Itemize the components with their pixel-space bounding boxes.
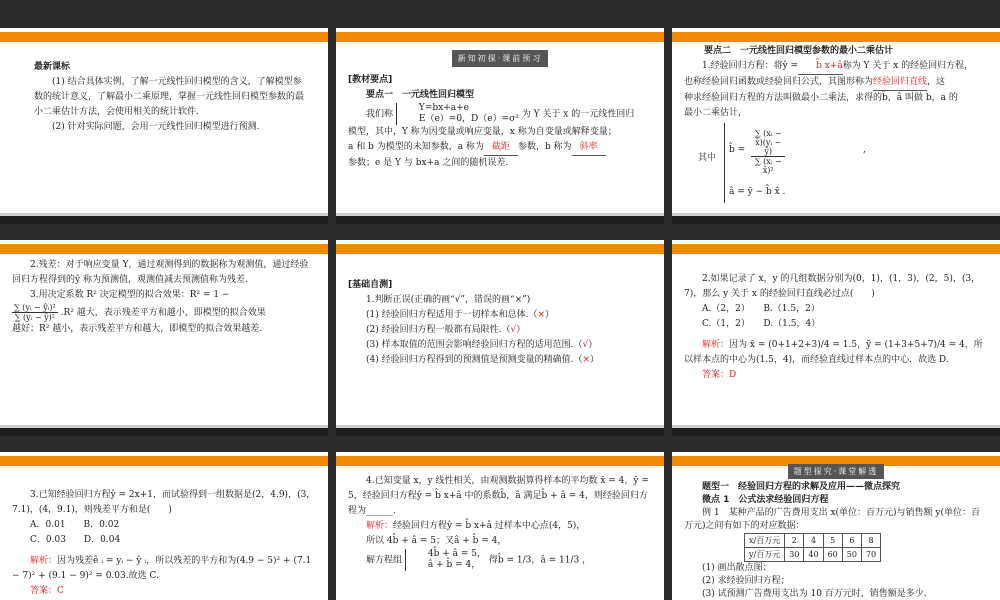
options: C.（1，2） D.（1.5，4） <box>702 319 821 329</box>
label: 答案： <box>702 370 730 380</box>
slide-key-point-one[interactable] <box>336 28 664 224</box>
text: 我们称 <box>366 109 394 120</box>
text: 参数，b 称为 <box>517 142 572 152</box>
label: 解析： <box>366 521 394 531</box>
top-bar <box>0 0 1000 24</box>
question: 1.判断正误(正确的画“√”，错误的画“×”) <box>366 295 531 305</box>
label: 答案： <box>30 586 58 596</box>
micro-title: 微点 1 公式法求经验回归方程 <box>702 495 829 505</box>
fraction: $\frac{\text{∑ (xᵢ − x̄)(yᵢ − ȳ)}}{\text{∑ (xᵢ − x̄)²}}$ <box>751 129 785 175</box>
options: C．0.03 D．0.04 <box>30 535 121 545</box>
paragraph: 3.用决定系数 R² 决定模型的拟合效果：R² = 1 − <box>30 290 230 300</box>
text: , <box>863 145 866 155</box>
orange-band <box>672 32 1000 42</box>
slide-title: 最新课标 <box>34 62 71 72</box>
slide-question-2[interactable] <box>672 240 1000 436</box>
formula-brace <box>724 123 866 203</box>
answer: C <box>57 586 64 596</box>
section-head: [教材要点] <box>348 75 393 85</box>
table-row: x/百万元 2 4 5 6 8 <box>745 534 881 548</box>
text: a 和 b 为模型的未知参数，a 称为 <box>348 142 484 152</box>
list-item: (3) 样本取值的范围会影响经验回归方程的适用范围.（√） <box>366 340 598 350</box>
answer: D <box>729 370 737 380</box>
orange-band <box>336 32 664 42</box>
slide-course-standard[interactable] <box>0 28 328 224</box>
orange-band <box>672 244 1000 254</box>
question: 4.已知变量 x，y 线性相关，由观测数据算得样本的平均数 x̄ = 4，ȳ = 5，经验回归方程ŷ = b̂ x+â 中的系数b̂，â 满足b̂ + â = 4，则经验回归方程为______. <box>348 476 649 516</box>
question: 2.如果记录了 x，y 的几组数据分别为(0，1)，(1，3)，(2，5)，(3，7)，那么 y 关于 x 的经验回归直线必过点( ) <box>684 274 981 299</box>
text: 参数；e 是 Y 与 bx+a 之间的随机误差. <box>348 158 509 168</box>
text: b̂ = <box>729 145 746 155</box>
list-item: (1) 画出散点图； <box>702 563 772 573</box>
point-title: 要点一 一元线性回归模型 <box>366 90 475 100</box>
answer-blank: b̂ x+â <box>798 59 843 75</box>
type-title: 题型一 经验回归方程的求解及应用——微点探究 <box>702 482 901 492</box>
paragraph: 2.残差：对于响应变量 Y，通过观测得到的数据称为观测值，通过经验回归方程得到的ŷ 称为预测值，观测值减去预测值称为残差. <box>12 260 309 285</box>
slide-example-1[interactable] <box>672 452 1000 600</box>
slide-residual[interactable] <box>0 240 328 436</box>
text: 经验回归方程ŷ = b̂ x+â 过样本中心点(4，5)， <box>393 521 586 531</box>
list-item: (2) 经验回归方程一般都有局限性.（√） <box>366 325 526 335</box>
options: A.（2，2） B.（1.5，2） <box>702 304 820 314</box>
list-item: (2) 求经验回归方程； <box>702 576 790 586</box>
text: 因为残差ê ᵢ = yᵢ − ŷ ᵢ，所以残差的平方和为(4.9 − 5)² + (7.1 − 7)² + (9.1 − 9)² = 0.03.故选 C. <box>12 556 312 581</box>
text: .R² 越大，表示残差平方和越小，即模型的拟合效果 <box>60 308 266 318</box>
text: 种求经验回归方程的方法叫做最小二乘法，求得的b̂，â 叫做 b，a 的 <box>684 93 958 103</box>
answer-blank: 截距 <box>484 140 518 156</box>
text: ，这 <box>927 77 946 87</box>
slide-key-point-two[interactable] <box>672 28 1000 224</box>
slide-question-3[interactable] <box>0 452 328 600</box>
text: 称为 Y 关于 x 的经验回归方程， <box>842 61 974 71</box>
section-head: [基础自测] <box>348 280 393 290</box>
text: 因为 x̄ = (0+1+2+3)/4 = 1.5，ȳ = (1+3+5+7)/4 = 4，所 <box>729 340 983 350</box>
answer-blank: 斜率 <box>572 140 606 156</box>
question: 3.已知经验回归方程ŷ = 2x+1，而试验得到一组数据是(2，4.9)，(3，7.1)，(4，9.1)，则残差平方和是( ) <box>12 490 316 515</box>
label: 解析： <box>30 556 58 566</box>
text: 其中 <box>698 153 717 163</box>
text: 为 Y 关于 x 的一元线性回归 <box>521 109 635 120</box>
list-item: (3) 试预测广告费用支出为 10 百万元时，销售额是多少. <box>702 589 927 599</box>
text: 也称经验回归函数或经验回归公式，其图形称为 <box>684 77 874 87</box>
example: 例 1 某种产品的广告费用支出 x(单位：百万元)与销售额 y(单位：百万元)之间有如下的对应数据： <box>684 508 981 531</box>
slide-self-test[interactable] <box>336 240 664 436</box>
label: 解析： <box>702 340 730 350</box>
slide-question-4[interactable] <box>336 452 664 600</box>
equation-system: 4b̂ + â = 5， â + b̂ = 4， <box>405 549 486 571</box>
text: 最小二乘估计， <box>684 108 748 118</box>
section-banner: 新知初探·课前预习 <box>452 50 549 67</box>
list-item: (1) 经验回归方程适用于一切样本和总体.（×） <box>366 310 555 320</box>
text: â = ȳ − b̂ x̄ . <box>729 187 786 197</box>
section-banner: 题型探究·课堂解透 <box>788 464 885 479</box>
text: 解方程组 <box>366 555 403 566</box>
options: A．0.01 B．0.02 <box>30 520 120 530</box>
orange-band <box>0 32 328 42</box>
text: 所以 4b̂ + â = 5；又â + b̂ = 4， <box>366 536 507 546</box>
text: 模型，其中，Y 称为因变量或响应变量，x 称为自变量或解释变量； <box>348 127 617 137</box>
paragraph: (1) 结合具体实例，了解一元线性回归模型的含义，了解模型参数的统计意义，了解最小二乘原理，掌握一元线性回归模型参数的最小二乘估计方法，会使用相关的统计软件. <box>34 77 305 117</box>
text: 得b̂ = 1/3，â = 11/3 ， <box>488 555 592 566</box>
list-item: (4) 经验回归方程得到的预测值是预测变量的精确值.（×） <box>366 355 600 365</box>
text: 以样本点的中心为(1.5，4)，而经验直线过样本点的中心．故选 D. <box>684 355 949 365</box>
orange-band <box>336 456 664 466</box>
equation-system: Y=bx+a+e E（e）=0，D（e）=σ² <box>396 103 519 125</box>
point-title: 要点二 一元线性回归模型参数的最小二乘估计 <box>704 46 894 56</box>
orange-band <box>336 244 664 254</box>
data-table <box>744 533 881 562</box>
text: 1.经验回归方程：将ŷ = <box>702 61 799 71</box>
paragraph: 越好；R² 越小，表示残差平方和越大，即模型的拟合效果越差. <box>12 324 263 334</box>
answer-blank: 经验回归直线 <box>873 75 927 91</box>
fraction: $\frac{\text{∑ (yᵢ − ŷᵢ)²}}{\text{∑ (yᵢ − ȳ)²}}$ <box>14 303 56 322</box>
table-row: y/百万元 30 40 60 50 70 <box>745 548 881 562</box>
paragraph: (2) 针对实际问题，会用一元线性回归模型进行预测. <box>52 122 260 132</box>
orange-band <box>0 456 328 466</box>
orange-band <box>0 244 328 254</box>
